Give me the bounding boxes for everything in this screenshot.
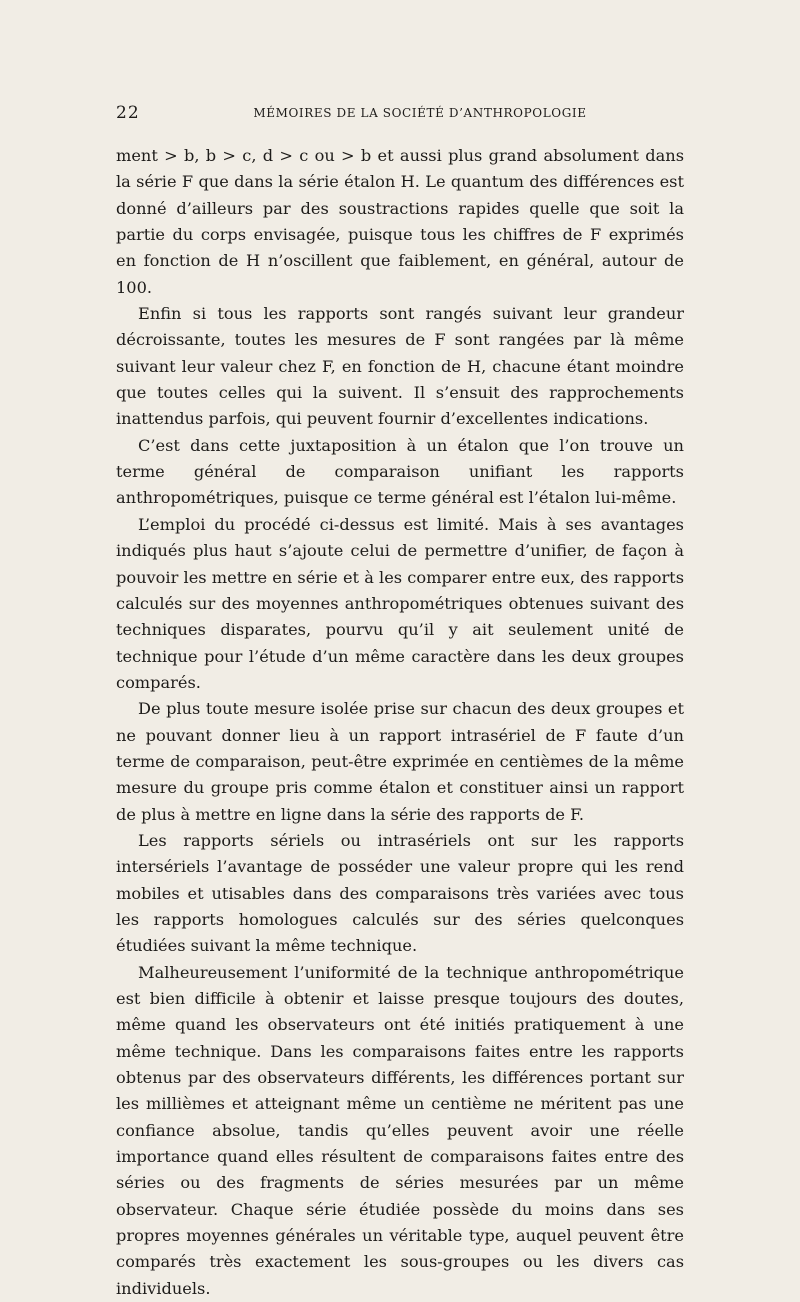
paragraph-3: C’est dans cette juxtaposition à un étalon que l’on trouve un terme général de comparaison unifiant les rapports anthropométriques, puisque ce terme général est l’étalon lui-même. [116,435,684,508]
paragraph-2: Enfin si tous les rapports sont rangés suivant leur grandeur décroissante, toutes les mesures de F sont rangées par là même suivant leur valeur chez F, en fonction de H, chacune étant moindre que toutes celles qui la suivent. Il s’ensuit des rapprochements inattendus parfois, qui peuvent fournir d’excellentes indications. [116,304,684,429]
paragraph-5: De plus toute mesure isolée prise sur chacun des deux groupes et ne pouvant donner lieu à un rapport intrasériel de F faute d’un terme de comparaison, peut-être exprimée en centièmes de la même mesure du groupe pris comme étalon et constituer ainsi un rapport de plus à mettre en ligne dans la série des rapports de F. [116,699,684,824]
header-title: MÉMOIRES DE LA SOCIÉTÉ D’ANTHROPOLOGIE [253,106,587,120]
page-number: 22 [116,103,140,123]
paragraph-1: ment > b, b > c, d > c ou > b et aussi plus grand absolument dans la série F que dans la série étalon H. Le quantum des différences est donné d’ailleurs par des soustractions rapides quelle que soit la partie du corps envisagée, puisque tous les chiffres de F exprimés en fonction de H n’oscillent que faiblement, en général, autour de 100. [116,146,684,297]
paragraph-4: L’emploi du procédé ci-dessus est limité. Mais à ses avantages indiqués plus haut s’ajoute celui de permettre d’unifier, de façon à pouvoir les mettre en série et à les comparer entre eux, des rapports calculés sur des moyennes anthropométriques obtenues suivant des techniques disparates, pourvu qu’il y ait seulement unité de technique pour l’étude d’un même caractère dans les deux groupes comparés. [116,514,684,692]
paragraph-6: Les rapports sériels ou intrasériels ont sur les rapports intersériels l’avantage de posséder une valeur propre qui les rend mobiles et utisables dans des comparaisons très variées avec tous les rapports homologues calculés sur des séries quelconques étudiées suivant la même technique. [116,830,684,956]
running-header [116,103,684,125]
paragraph-7: Malheureusement l’uniformité de la technique anthropométrique est bien difficile à obtenir et laisse presque toujours des doutes, même quand les observateurs ont été initiés pratiquement à une même technique. Dans les comparaisons faites entre les rapports obtenus par des observateurs différents, les différences portant sur les millièmes et atteignant même un centième ne méritent pas une confiance absolue, tandis qu’elles peuvent avoir une réelle importance quand elles résultent de comparaisons faites entre des séries ou des fragments de séries mesurées par un même observateur. Chaque série étudiée possède du moins dans ses propres moyennes générales un véritable type, auquel peuvent être comparés très exactement les sous-groupes ou les divers cas individuels. [116,962,684,1298]
body-text [116,143,684,1302]
